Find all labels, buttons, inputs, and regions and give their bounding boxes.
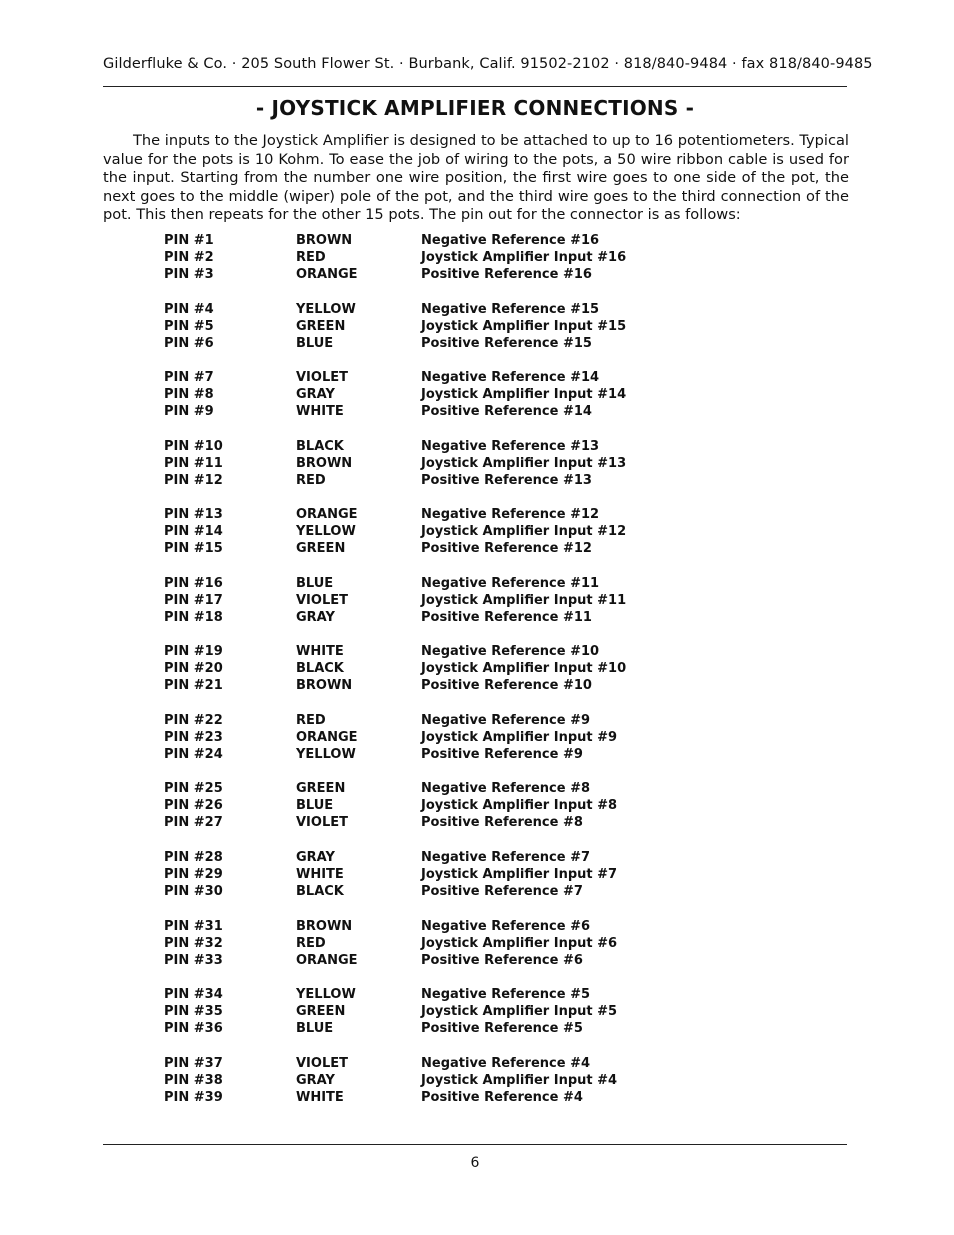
pin-number: PIN #16: [164, 576, 223, 591]
wire-color: RED: [296, 713, 326, 728]
wire-color: YELLOW: [296, 302, 356, 317]
table-row: [0, 1004, 954, 1021]
table-row: [0, 815, 954, 832]
wire-color: VIOLET: [296, 370, 348, 385]
wire-color: WHITE: [296, 867, 344, 883]
table-row: [0, 456, 954, 473]
wire-color: BLUE: [296, 798, 334, 814]
footer-divider: [103, 1144, 847, 1145]
pin-function: Negative Reference #13: [421, 439, 600, 454]
pin-number: PIN #22: [164, 713, 223, 728]
pin-function: Joystick Amplifier Input #6: [421, 936, 618, 952]
pin-function: Negative Reference #11: [421, 576, 600, 591]
wire-color: YELLOW: [296, 747, 356, 763]
wire-color: GREEN: [296, 1004, 346, 1020]
table-row: [0, 302, 954, 319]
pin-number: PIN #11: [164, 456, 223, 472]
pin-number: PIN #3: [164, 267, 214, 283]
pin-function: Positive Reference #9: [421, 747, 583, 763]
wire-color: RED: [296, 936, 326, 952]
wire-color: BROWN: [296, 919, 353, 934]
pin-number: PIN #1: [164, 233, 214, 248]
table-row: [0, 524, 954, 541]
table-row: [0, 713, 954, 730]
pin-function: Positive Reference #13: [421, 473, 592, 489]
pin-function: Positive Reference #4: [421, 1090, 583, 1106]
pin-function: Negative Reference #6: [421, 919, 591, 934]
wire-color: BLUE: [296, 336, 334, 352]
table-row: [0, 919, 954, 936]
pin-number: PIN #5: [164, 319, 214, 335]
table-row: [0, 987, 954, 1004]
pin-number: PIN #32: [164, 936, 223, 952]
table-row: [0, 884, 954, 901]
table-row: [0, 541, 954, 558]
pin-number: PIN #13: [164, 507, 223, 522]
pin-number: PIN #14: [164, 524, 223, 540]
pin-number: PIN #33: [164, 953, 223, 969]
pin-function: Positive Reference #14: [421, 404, 592, 420]
pin-function: Negative Reference #9: [421, 713, 591, 728]
pin-number: PIN #15: [164, 541, 223, 557]
pin-number: PIN #25: [164, 781, 223, 796]
pin-function: Joystick Amplifier Input #8: [421, 798, 618, 814]
pin-function: Joystick Amplifier Input #12: [421, 524, 627, 540]
wire-color: ORANGE: [296, 953, 358, 969]
table-row: [0, 1021, 954, 1038]
pin-function: Positive Reference #7: [421, 884, 583, 900]
pin-function: Joystick Amplifier Input #14: [421, 387, 627, 403]
pin-number: PIN #23: [164, 730, 223, 746]
table-row: [0, 678, 954, 695]
pin-number: PIN #4: [164, 302, 214, 317]
table-row: [0, 336, 954, 353]
pin-function: Negative Reference #4: [421, 1056, 591, 1071]
wire-color: YELLOW: [296, 524, 356, 540]
wire-color: BLACK: [296, 661, 344, 677]
pin-number: PIN #26: [164, 798, 223, 814]
pin-number: PIN #12: [164, 473, 223, 489]
pin-function: Negative Reference #7: [421, 850, 591, 865]
table-row: [0, 747, 954, 764]
pin-number: PIN #24: [164, 747, 223, 763]
table-row: [0, 593, 954, 610]
pin-function: Positive Reference #6: [421, 953, 583, 969]
table-row: [0, 850, 954, 867]
table-row: [0, 576, 954, 593]
pin-number: PIN #27: [164, 815, 223, 831]
wire-color: WHITE: [296, 404, 344, 420]
pin-function: Joystick Amplifier Input #4: [421, 1073, 618, 1089]
pin-number: PIN #6: [164, 336, 214, 352]
table-row: [0, 267, 954, 284]
pin-number: PIN #35: [164, 1004, 223, 1020]
pin-function: Positive Reference #10: [421, 678, 592, 694]
table-row: [0, 953, 954, 970]
table-row: [0, 610, 954, 627]
wire-color: WHITE: [296, 1090, 344, 1106]
table-row: [0, 404, 954, 421]
wire-color: WHITE: [296, 644, 344, 659]
table-row: [0, 387, 954, 404]
table-row: [0, 1090, 954, 1107]
wire-color: ORANGE: [296, 507, 358, 522]
wire-color: ORANGE: [296, 730, 358, 746]
pin-function: Positive Reference #12: [421, 541, 592, 557]
wire-color: BROWN: [296, 456, 353, 472]
pin-number: PIN #2: [164, 250, 214, 266]
table-row: [0, 644, 954, 661]
wire-color: VIOLET: [296, 815, 348, 831]
pin-function: Positive Reference #11: [421, 610, 592, 626]
pin-function: Joystick Amplifier Input #7: [421, 867, 618, 883]
wire-color: BLACK: [296, 439, 344, 454]
wire-color: YELLOW: [296, 987, 356, 1002]
wire-color: BLUE: [296, 1021, 334, 1037]
pin-function: Joystick Amplifier Input #15: [421, 319, 627, 335]
pin-number: PIN #31: [164, 919, 223, 934]
table-row: [0, 781, 954, 798]
pin-number: PIN #20: [164, 661, 223, 677]
pin-function: Positive Reference #15: [421, 336, 592, 352]
pin-function: Joystick Amplifier Input #5: [421, 1004, 618, 1020]
wire-color: GRAY: [296, 1073, 335, 1089]
pin-number: PIN #30: [164, 884, 223, 900]
wire-color: BROWN: [296, 678, 353, 694]
wire-color: GRAY: [296, 850, 335, 865]
table-row: [0, 250, 954, 267]
pin-number: PIN #28: [164, 850, 223, 865]
pin-function: Joystick Amplifier Input #13: [421, 456, 627, 472]
wire-color: BLUE: [296, 576, 334, 591]
pin-function: Positive Reference #16: [421, 267, 592, 283]
wire-color: BROWN: [296, 233, 353, 248]
pin-number: PIN #19: [164, 644, 223, 659]
table-row: [0, 867, 954, 884]
wire-color: GREEN: [296, 781, 346, 796]
page-number: 6: [470, 1155, 480, 1171]
table-row: [0, 439, 954, 456]
wire-color: VIOLET: [296, 593, 348, 609]
table-row: [0, 1056, 954, 1073]
pin-function: Negative Reference #14: [421, 370, 600, 385]
table-row: [0, 507, 954, 524]
pin-function: Positive Reference #8: [421, 815, 583, 831]
wire-color: GRAY: [296, 387, 335, 403]
pin-number: PIN #36: [164, 1021, 223, 1037]
pin-function: Negative Reference #5: [421, 987, 591, 1002]
table-row: [0, 319, 954, 336]
pin-number: PIN #39: [164, 1090, 223, 1106]
pin-number: PIN #38: [164, 1073, 223, 1089]
wire-color: RED: [296, 473, 326, 489]
pin-function: Joystick Amplifier Input #9: [421, 730, 618, 746]
table-row: [0, 473, 954, 490]
pin-number: PIN #9: [164, 404, 214, 420]
pin-number: PIN #34: [164, 987, 223, 1002]
pin-number: PIN #21: [164, 678, 223, 694]
wire-color: BLACK: [296, 884, 344, 900]
table-row: [0, 730, 954, 747]
pin-function: Negative Reference #12: [421, 507, 600, 522]
pin-function: Negative Reference #8: [421, 781, 591, 796]
table-row: [0, 1073, 954, 1090]
table-row: [0, 936, 954, 953]
table-row: [0, 370, 954, 387]
section-title: - JOYSTICK AMPLIFIER CONNECTIONS -: [255, 96, 695, 120]
wire-color: GREEN: [296, 541, 346, 557]
pin-function: Joystick Amplifier Input #10: [421, 661, 627, 677]
pin-function: Joystick Amplifier Input #11: [421, 593, 627, 609]
pin-number: PIN #18: [164, 610, 223, 626]
wire-color: VIOLET: [296, 1056, 348, 1071]
pin-function: Negative Reference #16: [421, 233, 600, 248]
pin-function: Negative Reference #15: [421, 302, 600, 317]
intro-paragraph: The inputs to the Joystick Amplifier is designed to be attached to up to 16 potentiometers. Typical value for the pots is 10 Kohm. To ease the job of wiring to the pots, a 50 wire ribbon cable is used for the input. Starting from the number one wire position, the first wire goes to one side of the pot, the next goes to the middle (wiper) pole of the pot, and the third wire goes to the third connection of the pot. This then repeats for the other 15 pots. The pin out for the connector is as follows:: [103, 132, 849, 224]
table-row: [0, 233, 954, 250]
pin-function: Positive Reference #5: [421, 1021, 583, 1037]
pin-number: PIN #7: [164, 370, 214, 385]
wire-color: RED: [296, 250, 326, 266]
pin-number: PIN #37: [164, 1056, 223, 1071]
wire-color: GREEN: [296, 319, 346, 335]
table-row: [0, 798, 954, 815]
table-row: [0, 661, 954, 678]
pin-function: Negative Reference #10: [421, 644, 600, 659]
pin-function: Joystick Amplifier Input #16: [421, 250, 627, 266]
wire-color: ORANGE: [296, 267, 358, 283]
wire-color: GRAY: [296, 610, 335, 626]
pin-number: PIN #17: [164, 593, 223, 609]
pin-number: PIN #29: [164, 867, 223, 883]
pin-number: PIN #10: [164, 439, 223, 454]
page-header: Gilderfluke & Co. · 205 South Flower St. · Burbank, Calif. 91502-2102 · 818/840-9484 · fax 818/840-9485: [103, 56, 873, 72]
pin-number: PIN #8: [164, 387, 214, 403]
